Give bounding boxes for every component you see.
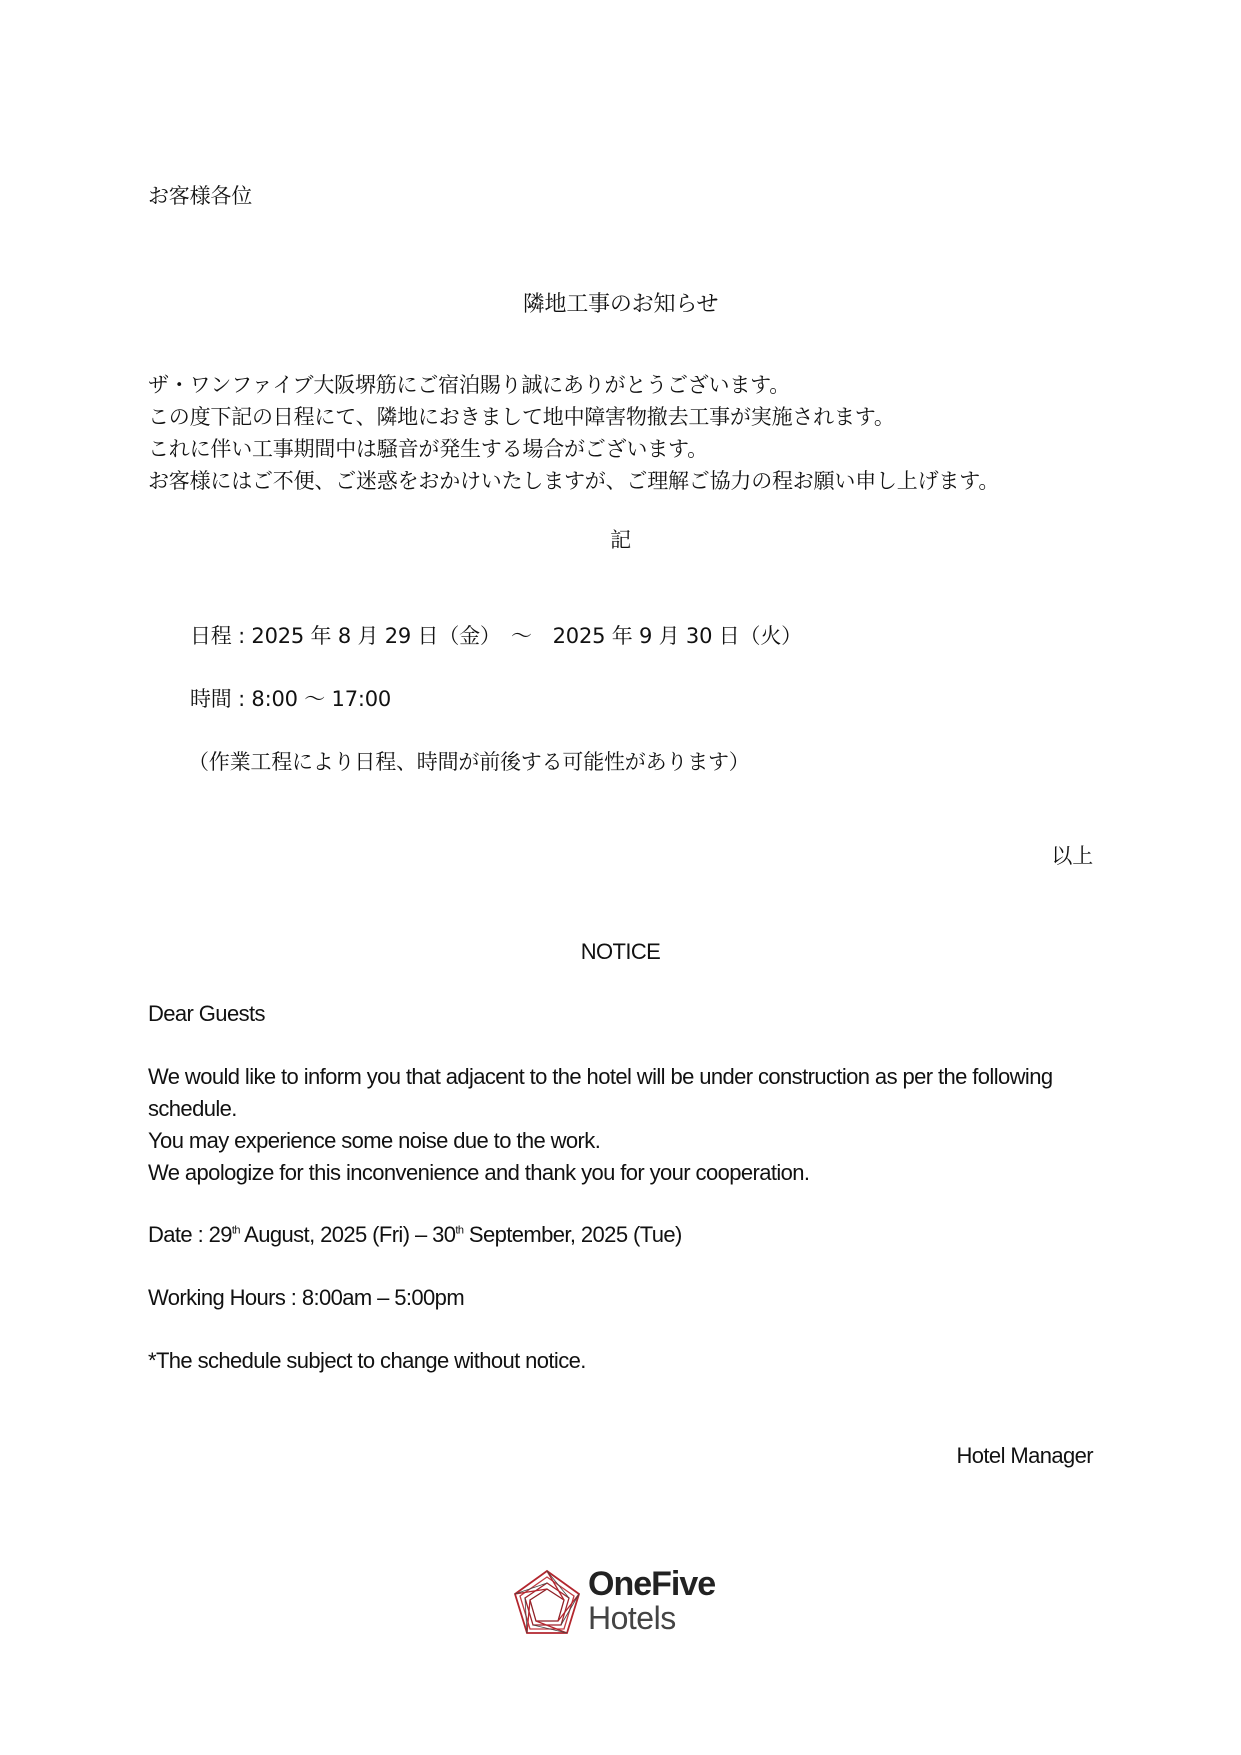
jp-hours: 時間 : 8:00 ～ 17:00 [190, 687, 392, 711]
jp-body-line: お客様にはご不便、ご迷惑をおかけいたしますが、ご理解ご協力の程お願い申し上げます。 [148, 469, 1000, 493]
onefive-hotels-logo [512, 1565, 742, 1645]
en-signature: Hotel Manager [956, 1443, 1093, 1468]
jp-closing: 以上 [1051, 844, 1093, 868]
jp-ki: 記 [610, 528, 631, 552]
en-body-line: schedule. [148, 1096, 237, 1121]
jp-body-line: ザ・ワンファイブ大阪堺筋にご宿泊賜り誠にありがとうございます。 [148, 373, 791, 397]
en-body-line: We would like to inform you that adjacent to the hotel will be under construction as per the following [148, 1064, 1053, 1089]
en-hours: Working Hours : 8:00am – 5:00pm [148, 1285, 465, 1310]
en-date-sup-2: th [455, 1224, 464, 1237]
en-note: *The schedule subject to change without notice. [148, 1348, 586, 1373]
en-salutation: Dear Guests [148, 1001, 265, 1026]
en-date-mid: August, 2025 (Fri) – 30 [239, 1222, 456, 1247]
jp-body-line: これに伴い工事期間中は騒音が発生する場合がございます。 [148, 437, 708, 461]
en-date-sup-1: th [231, 1224, 240, 1237]
en-date-label: Date : 29 [148, 1222, 232, 1247]
jp-note: （作業工程により日程、時間が前後する可能性があります） [188, 750, 750, 774]
jp-body [148, 369, 999, 497]
jp-body-line: この度下記の日程にて、隣地におきまして地中障害物撤去工事が実施されます。 [148, 405, 895, 429]
en-body-line: You may experience some noise due to the work. [148, 1128, 601, 1153]
en-body [148, 1061, 1053, 1189]
en-title: NOTICE [580, 939, 661, 964]
en-date-end: September, 2025 (Tue) [463, 1222, 682, 1247]
en-date [148, 1219, 682, 1251]
jp-title: 隣地工事のお知らせ [522, 292, 719, 317]
jp-schedule: 日程 : 2025 年 8 月 29 日（金） ～ 2025 年 9 月 30 日（火） [190, 624, 802, 648]
logo-wordmark-line2: Hotels [588, 1600, 676, 1636]
jp-salutation: お客様各位 [148, 184, 252, 208]
pentagon-swirl-logo-icon [512, 1569, 582, 1637]
logo-wordmark-line1: OneFive [588, 1565, 716, 1603]
en-body-line: We apologize for this inconvenience and thank you for your cooperation. [148, 1160, 810, 1185]
